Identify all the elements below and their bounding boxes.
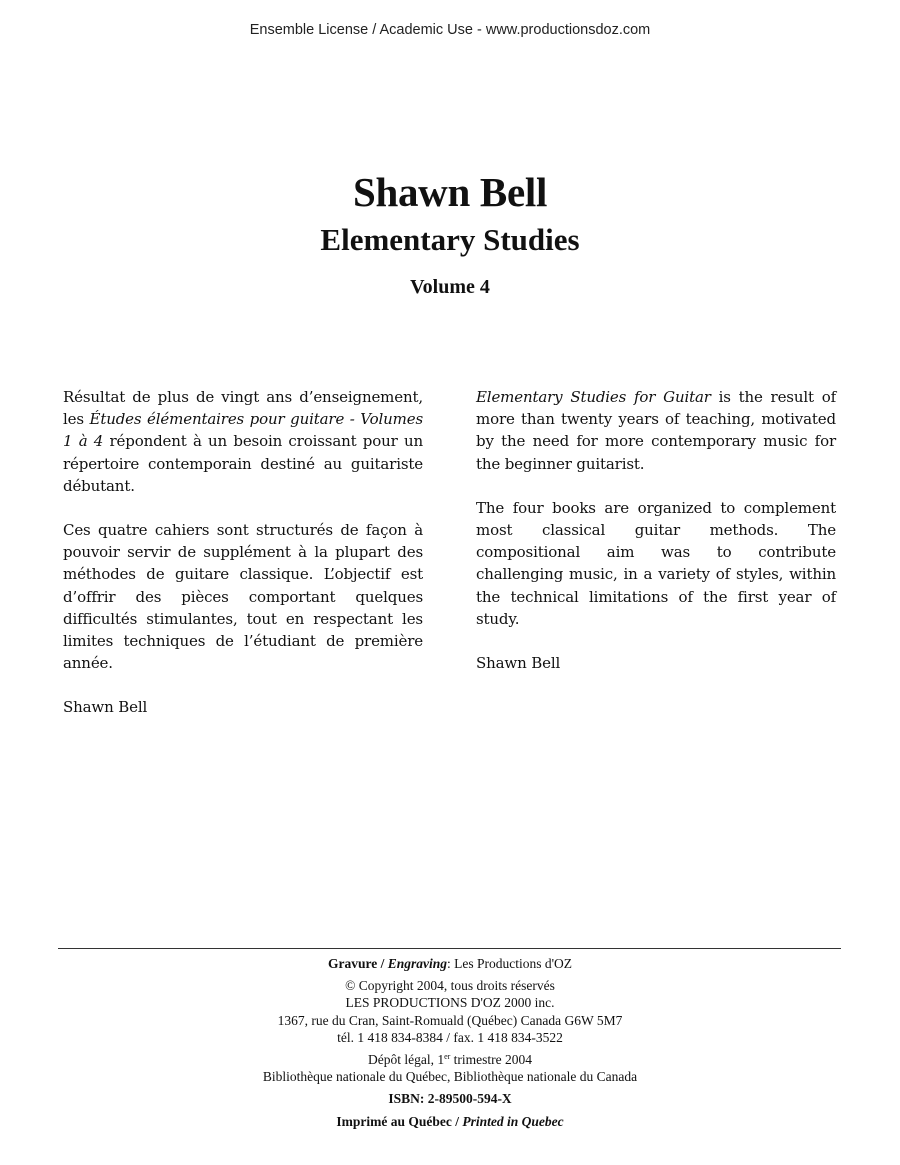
author-name: Shawn Bell xyxy=(352,169,548,215)
french-paragraph-1 xyxy=(63,386,423,497)
phone-line: tél. 1 418 834-8384 / fax. 1 418 834-3522 xyxy=(337,1029,563,1045)
work-title: Elementary Studies xyxy=(320,222,580,257)
english-p1-rest: is the result of more than twenty years of teaching, motivated by the need for more contemporary music for the beginner guitarist. xyxy=(476,388,836,473)
french-preface xyxy=(63,386,423,741)
french-p1-title: Études élémentaires pour guitare - Volumes 1 à 4 xyxy=(63,410,423,451)
engraving-label-fr: Gravure xyxy=(327,956,378,971)
printed-fr: Imprimé au Québec xyxy=(336,1113,452,1129)
english-preface xyxy=(476,386,836,696)
english-paragraph-1 xyxy=(476,386,836,475)
english-paragraph-2: The four books are organized to complement most classical guitar methods. The compositional aim was to contribute challenging music, in a variety of styles, within the technical limitations of the first year of study. xyxy=(476,498,836,628)
legal-deposit-text: Dépôt légal, 1 xyxy=(367,1052,445,1068)
engraving-label-en: Engraving xyxy=(387,956,447,971)
publisher-line: LES PRODUCTIONS D'OZ 2000 inc. xyxy=(345,995,555,1011)
french-p1-intro: Résultat de plus de vingt ans d’enseignement, les xyxy=(63,388,423,429)
legal-deposit-line xyxy=(0,1051,900,1068)
legal-deposit-ordinal: er xyxy=(444,1052,451,1062)
printed-separator: / xyxy=(451,1113,463,1129)
title-block xyxy=(0,168,900,299)
english-signature: Shawn Bell xyxy=(476,654,561,673)
engraving-value: : Les Productions d'OZ xyxy=(447,956,573,971)
copyright-line: © Copyright 2004, tous droits réservés xyxy=(345,978,555,994)
volume-label: Volume 4 xyxy=(410,276,490,298)
printed-en: Printed in Quebec xyxy=(462,1113,564,1129)
printed-line xyxy=(0,1113,900,1130)
legal-deposit-quarter: trimestre 2004 xyxy=(450,1052,533,1068)
address-line: 1367, rue du Cran, Saint-Romuald (Québec) Canada G6W 5M7 xyxy=(277,1012,623,1028)
engraving-separator: / xyxy=(377,956,388,971)
french-paragraph-2: Ces quatre cahiers sont structurés de façon à pouvoir servir de supplément à la plupart des méthodes de guitare classique. L’objectif est d’offrir des pièces comportant quelques difficultés stimulantes, tout en respectant les limites techniques de l’étudiant de première année. xyxy=(63,521,423,673)
footer-divider xyxy=(58,948,841,949)
french-signature: Shawn Bell xyxy=(63,698,148,717)
libraries-line: Bibliothèque nationale du Québec, Bibliothèque nationale du Canada xyxy=(262,1069,638,1085)
engraving-line xyxy=(0,955,900,972)
french-p1-rest: répondent à un besoin croissant pour un répertoire contemporain destiné au guitariste débutant. xyxy=(63,432,423,495)
english-p1-title: Elementary Studies for Guitar xyxy=(476,388,711,406)
colophon xyxy=(0,955,900,1130)
license-notice: Ensemble License / Academic Use - www.productionsdoz.com xyxy=(249,22,651,38)
isbn-line: ISBN: 2-89500-594-X xyxy=(388,1091,512,1107)
